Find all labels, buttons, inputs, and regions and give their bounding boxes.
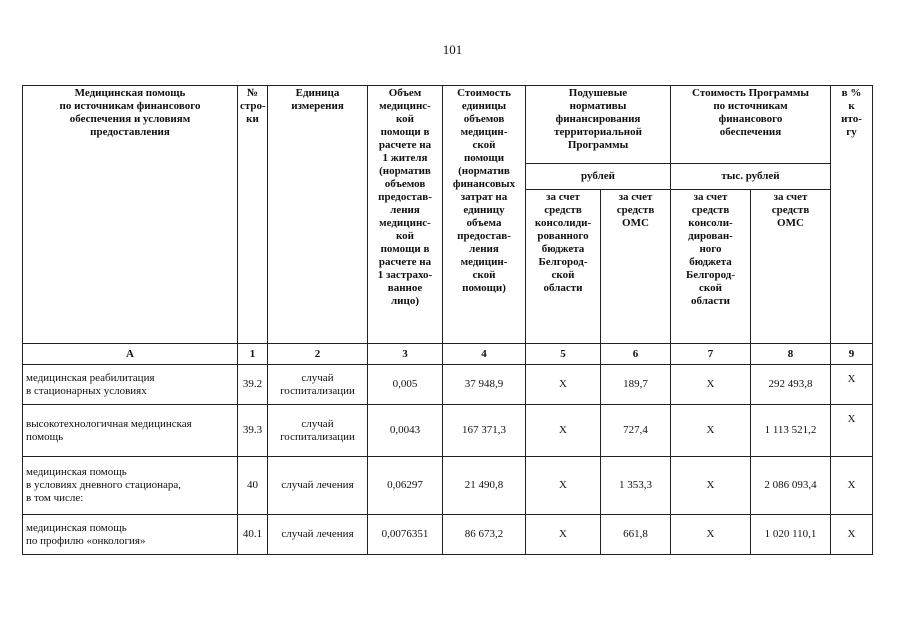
care-type-cell: медицинская реабилитация в стационарных условиях <box>23 365 238 405</box>
header-oms-rub: за счет средств ОМС <box>601 190 671 344</box>
header-regional-budget-thousand: за счет средств консоли- дирован- ного бюджета Белгород- ской области <box>671 190 751 344</box>
oms-rub-cell: 1 353,3 <box>601 457 671 515</box>
unit-cost-cell: 167 371,3 <box>443 405 526 457</box>
unit-cell: случай лечения <box>268 515 368 555</box>
care-type-cell: медицинская помощь по профилю «онкология» <box>23 515 238 555</box>
volume-cell: 0,0043 <box>368 405 443 457</box>
regional-budget-thousand-cell: Х <box>671 405 751 457</box>
percent-cell: Х <box>831 405 873 457</box>
percent-cell: Х <box>831 365 873 405</box>
header-unit-thousand-rubles: тыс. рублей <box>671 164 831 190</box>
unit-cost-cell: 86 673,2 <box>443 515 526 555</box>
index-cell: 3 <box>368 344 443 365</box>
financing-table <box>22 85 873 555</box>
header-unit-cost: Стоимость единицы объемов медицин- ской помощи (норматив финансовых затрат на единицу объема предостав- ления медицин- ской помощи) <box>443 86 526 344</box>
header-percent-of-total: в % к ито- гу <box>831 86 873 344</box>
header-unit: Единица измерения <box>268 86 368 344</box>
percent-cell: Х <box>831 457 873 515</box>
table-row <box>23 405 873 457</box>
column-index-row <box>23 344 873 365</box>
header-unit-rubles: рублей <box>526 164 671 190</box>
oms-rub-cell: 727,4 <box>601 405 671 457</box>
index-cell: А <box>23 344 238 365</box>
row-number-cell: 39.2 <box>238 365 268 405</box>
row-number-cell: 40.1 <box>238 515 268 555</box>
unit-cost-cell: 21 490,8 <box>443 457 526 515</box>
regional-budget-thousand-cell: Х <box>671 365 751 405</box>
oms-thousand-cell: 292 493,8 <box>751 365 831 405</box>
unit-cell: случай госпитализации <box>268 365 368 405</box>
index-cell: 9 <box>831 344 873 365</box>
index-cell: 8 <box>751 344 831 365</box>
unit-cost-cell: 37 948,9 <box>443 365 526 405</box>
header-row-number: № стро- ки <box>238 86 268 344</box>
header-regional-budget-rub: за счет средств консолиди- рованного бюджета Белгород- ской области <box>526 190 601 344</box>
table-row <box>23 457 873 515</box>
volume-cell: 0,005 <box>368 365 443 405</box>
row-number-cell: 39.3 <box>238 405 268 457</box>
regional-budget-rub-cell: Х <box>526 365 601 405</box>
oms-rub-cell: 189,7 <box>601 365 671 405</box>
regional-budget-rub-cell: Х <box>526 457 601 515</box>
regional-budget-rub-cell: Х <box>526 405 601 457</box>
header-volume: Объем медицинс- кой помощи в расчете на 1 жителя (норматив объемов предостав- ления медицинс- кой помощи в расчете на 1 застрахо- ванное лицо) <box>368 86 443 344</box>
index-cell: 2 <box>268 344 368 365</box>
oms-rub-cell: 661,8 <box>601 515 671 555</box>
index-cell: 1 <box>238 344 268 365</box>
care-type-cell: высокотехнологичная медицинская помощь <box>23 405 238 457</box>
volume-cell: 0,06297 <box>368 457 443 515</box>
regional-budget-thousand-cell: Х <box>671 457 751 515</box>
header-per-capita-standards: Подушевые нормативы финансирования территориальной Программы <box>526 86 671 164</box>
regional-budget-thousand-cell: Х <box>671 515 751 555</box>
oms-thousand-cell: 1 113 521,2 <box>751 405 831 457</box>
table-row <box>23 365 873 405</box>
index-cell: 4 <box>443 344 526 365</box>
unit-cell: случай госпитализации <box>268 405 368 457</box>
page-number: 101 <box>442 42 463 57</box>
index-cell: 7 <box>671 344 751 365</box>
care-type-cell: медицинская помощь в условиях дневного стационара, в том числе: <box>23 457 238 515</box>
index-cell: 6 <box>601 344 671 365</box>
percent-cell: Х <box>831 515 873 555</box>
header-care-type: Медицинская помощь по источникам финансового обеспечения и условиям предоставления <box>23 86 238 344</box>
header-oms-thousand: за счет средств ОМС <box>751 190 831 344</box>
oms-thousand-cell: 2 086 093,4 <box>751 457 831 515</box>
index-cell: 5 <box>526 344 601 365</box>
header-program-cost: Стоимость Программы по источникам финансового обеспечения <box>671 86 831 164</box>
oms-thousand-cell: 1 020 110,1 <box>751 515 831 555</box>
volume-cell: 0,0076351 <box>368 515 443 555</box>
table-row <box>23 515 873 555</box>
row-number-cell: 40 <box>238 457 268 515</box>
regional-budget-rub-cell: Х <box>526 515 601 555</box>
unit-cell: случай лечения <box>268 457 368 515</box>
